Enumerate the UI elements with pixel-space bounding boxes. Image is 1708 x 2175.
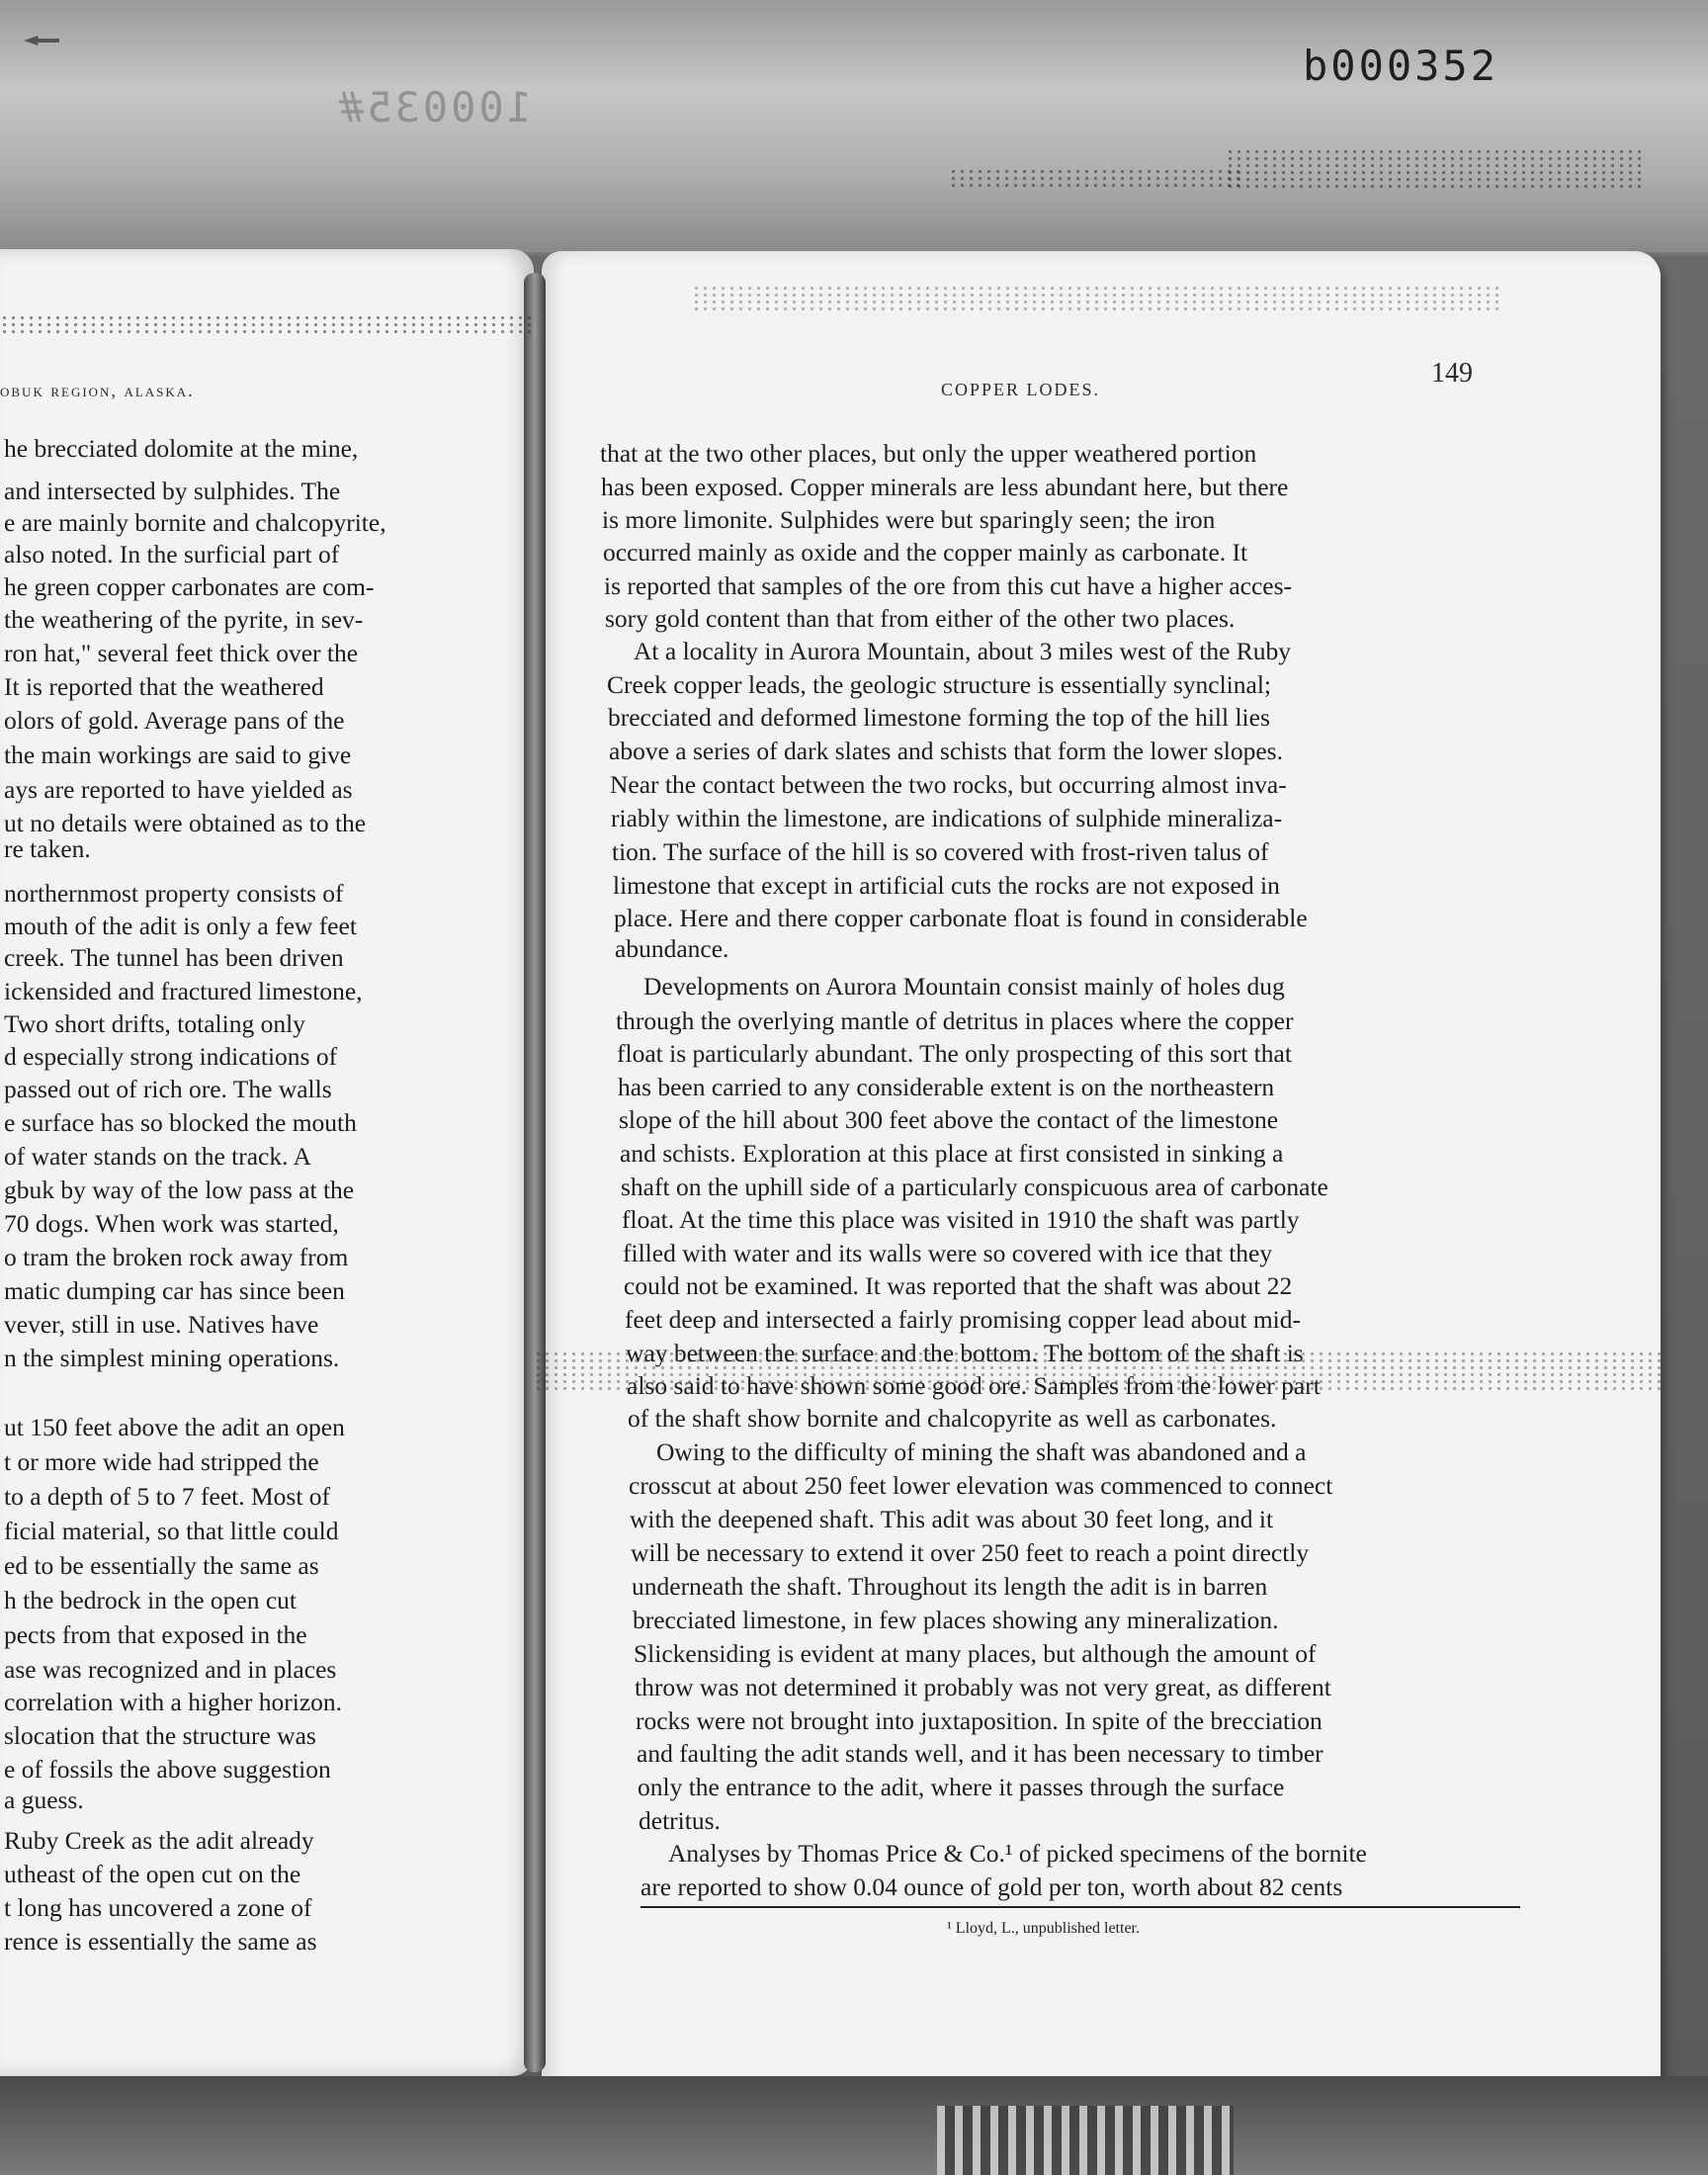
text-line: to a depth of 5 to 7 feet. Most of: [4, 1482, 331, 1511]
text-line: Two short drifts, totaling only: [4, 1009, 305, 1038]
text-line: gbuk by way of the low pass at the: [4, 1175, 355, 1204]
text-line: At a locality in Aurora Mountain, about 3 miles west of the Ruby: [634, 637, 1292, 665]
text-line: is reported that samples of the ore from this cut have a higher acces-: [604, 571, 1293, 600]
text-line: occurred mainly as oxide and the copper mainly as carbonate. It: [603, 538, 1248, 566]
text-line: detritus.: [639, 1806, 721, 1835]
text-line: he green copper carbonates are com-: [4, 572, 375, 601]
text-line: pects from that exposed in the: [4, 1620, 307, 1649]
text-line: is more limonite. Sulphides were but sparingly seen; the iron: [602, 505, 1216, 534]
text-line: only the entrance to the adit, where it passes through the surface: [638, 1773, 1285, 1801]
text-line: with the deepened shaft. This adit was about 30 feet long, and it: [630, 1505, 1274, 1533]
text-line: h the bedrock in the open cut: [4, 1586, 297, 1614]
text-line: correlation with a higher horizon.: [4, 1688, 343, 1716]
footnote: ¹ Lloyd, L., unpublished letter.: [947, 1920, 1140, 1937]
text-line: could not be examined. It was reported that the shaft was about 22: [624, 1271, 1293, 1300]
text-line: ickensided and fractured limestone,: [4, 977, 363, 1005]
text-line: float is particularly abundant. The only prospecting of this sort that: [617, 1039, 1292, 1068]
text-line: the weathering of the pyrite, in sev-: [4, 605, 364, 634]
text-line: has been exposed. Copper minerals are less abundant here, but there: [601, 473, 1289, 501]
footnote-rule: [640, 1906, 1520, 1908]
text-line: ays are reported to have yielded as: [4, 775, 353, 804]
left-running-head: obuk region, alaska.: [0, 381, 195, 400]
text-line: e of fossils the above suggestion: [4, 1755, 331, 1784]
text-line: sory gold content than that from either of the other two places.: [605, 604, 1236, 633]
text-line: throw was not determined it probably was not very great, as different: [635, 1673, 1331, 1701]
text-line: slope of the hill about 300 feet above the contact of the limestone: [619, 1105, 1279, 1134]
scan-bottom-background: [0, 2076, 1708, 2175]
text-line: creek. The tunnel has been driven: [4, 943, 344, 972]
text-line: o tram the broken rock away from: [4, 1243, 349, 1271]
text-line: e are mainly bornite and chalcopyrite,: [4, 508, 386, 537]
text-line: Slickensiding is evident at many places, but although the amount of: [634, 1639, 1317, 1668]
text-line: olors of gold. Average pans of the: [4, 706, 345, 735]
scan-noise: [0, 314, 534, 336]
mirrored-stamp: 100035#: [336, 83, 533, 131]
text-line: above a series of dark slates and schists that form the lower slopes.: [609, 737, 1283, 765]
text-line: rocks were not brought into juxtaposition. In spite of the brecciation: [636, 1706, 1323, 1735]
text-line: vever, still in use. Natives have: [4, 1310, 319, 1339]
text-line: It is reported that the weathered: [4, 672, 324, 701]
text-line: also said to have shown some good ore. Samples from the lower part: [627, 1371, 1321, 1400]
text-line: of water stands on the track. A: [4, 1142, 311, 1171]
text-line: and intersected by sulphides. The: [4, 477, 341, 505]
text-line: e surface has so blocked the mouth: [4, 1108, 357, 1137]
page-number: 149: [1431, 358, 1473, 389]
text-line: 70 dogs. When work was started,: [4, 1209, 339, 1238]
text-line: crosscut at about 250 feet lower elevation was commenced to connect: [629, 1471, 1333, 1500]
right-running-head: COPPER LODES.: [941, 380, 1101, 399]
text-line: tion. The surface of the hill is so covered with frost-riven talus of: [612, 837, 1269, 866]
text-line: limestone that except in artificial cuts the rocks are not exposed in: [613, 871, 1280, 900]
text-line: matic dumping car has since been: [4, 1276, 345, 1305]
text-line: t or more wide had stripped the: [4, 1447, 319, 1476]
scan-noise: [937, 2106, 1234, 2175]
text-line: ficial material, so that little could: [4, 1517, 339, 1545]
text-line: brecciated limestone, in few places showing any mineralization.: [633, 1606, 1279, 1634]
text-line: that at the two other places, but only the upper weathered portion: [600, 439, 1257, 468]
text-line: he brecciated dolomite at the mine,: [4, 434, 359, 463]
text-line: ut no details were obtained as to the: [4, 809, 367, 837]
text-line: feet deep and intersected a fairly promising copper lead about mid-: [625, 1305, 1301, 1334]
text-line: northernmost property consists of: [4, 879, 344, 908]
text-line: brecciated and deformed limestone forming the top of the hill lies: [608, 703, 1270, 732]
book-gutter: [524, 273, 546, 2072]
text-line: ron hat," several feet thick over the: [4, 639, 359, 667]
text-line: are reported to show 0.04 ounce of gold per ton, worth about 82 cents: [640, 1872, 1343, 1901]
text-line: Ruby Creek as the adit already: [4, 1826, 314, 1855]
text-line: rence is essentially the same as: [4, 1927, 317, 1956]
text-line: through the overlying mantle of detritus in places where the copper: [616, 1006, 1294, 1035]
text-line: the main workings are said to give: [4, 740, 352, 769]
text-line: slocation that the structure was: [4, 1721, 316, 1750]
text-line: a guess.: [4, 1785, 84, 1814]
text-line: will be necessary to extend it over 250 feet to reach a point directly: [631, 1538, 1310, 1567]
text-line: Analyses by Thomas Price & Co.¹ of picked specimens of the bornite: [668, 1839, 1367, 1868]
text-line: also noted. In the surficial part of: [4, 540, 340, 568]
text-line: riably within the limestone, are indications of sulphide mineraliza-: [611, 804, 1283, 832]
text-line: utheast of the open cut on the: [4, 1860, 301, 1888]
text-line: place. Here and there copper carbonate float is found in considerable: [614, 904, 1308, 932]
text-line: shaft on the uphill side of a particularly conspicuous area of carbonate: [621, 1173, 1328, 1201]
text-line: n the simplest mining operations.: [4, 1344, 340, 1372]
text-line: and faulting the adit stands well, and it has been necessary to timber: [637, 1739, 1324, 1768]
text-line: ed to be essentially the same as: [4, 1551, 319, 1580]
text-line: has been carried to any considerable extent is on the northeastern: [618, 1073, 1275, 1101]
text-line: Owing to the difficulty of mining the shaft was abandoned and a: [656, 1437, 1307, 1466]
text-line: ase was recognized and in places: [4, 1655, 337, 1684]
text-line: float. At the time this place was visited in 1910 the shaft was partly: [622, 1205, 1300, 1234]
text-line: underneath the shaft. Throughout its length the adit is in barren: [632, 1572, 1268, 1601]
text-line: t long has uncovered a zone of: [4, 1893, 312, 1922]
text-line: re taken.: [4, 834, 91, 863]
scan-noise: [692, 285, 1502, 314]
document-id-stamp: b000352: [1303, 42, 1499, 90]
text-line: d especially strong indications of: [4, 1042, 338, 1071]
text-line: Creek copper leads, the geologic structure is essentially synclinal;: [607, 670, 1272, 699]
text-line: passed out of rich ore. The walls: [4, 1075, 332, 1103]
text-line: Near the contact between the two rocks, but occurring almost inva-: [610, 770, 1287, 799]
text-line: way between the surface and the bottom. The bottom of the shaft is: [626, 1339, 1304, 1367]
text-line: and schists. Exploration at this place at first consisted in sinking a: [620, 1139, 1284, 1168]
scan-top-background: [0, 0, 1708, 252]
scan-noise: [1226, 148, 1641, 188]
text-line: of the shaft show bornite and chalcopyrite as well as carbonates.: [628, 1404, 1277, 1433]
text-line: abundance.: [615, 934, 729, 963]
text-line: ut 150 feet above the adit an open: [4, 1413, 345, 1441]
scan-noise: [949, 168, 1245, 190]
text-line: Developments on Aurora Mountain consist mainly of holes dug: [643, 972, 1285, 1000]
text-line: mouth of the adit is only a few feet: [4, 912, 357, 940]
text-line: filled with water and its walls were so covered with ice that they: [623, 1239, 1273, 1267]
